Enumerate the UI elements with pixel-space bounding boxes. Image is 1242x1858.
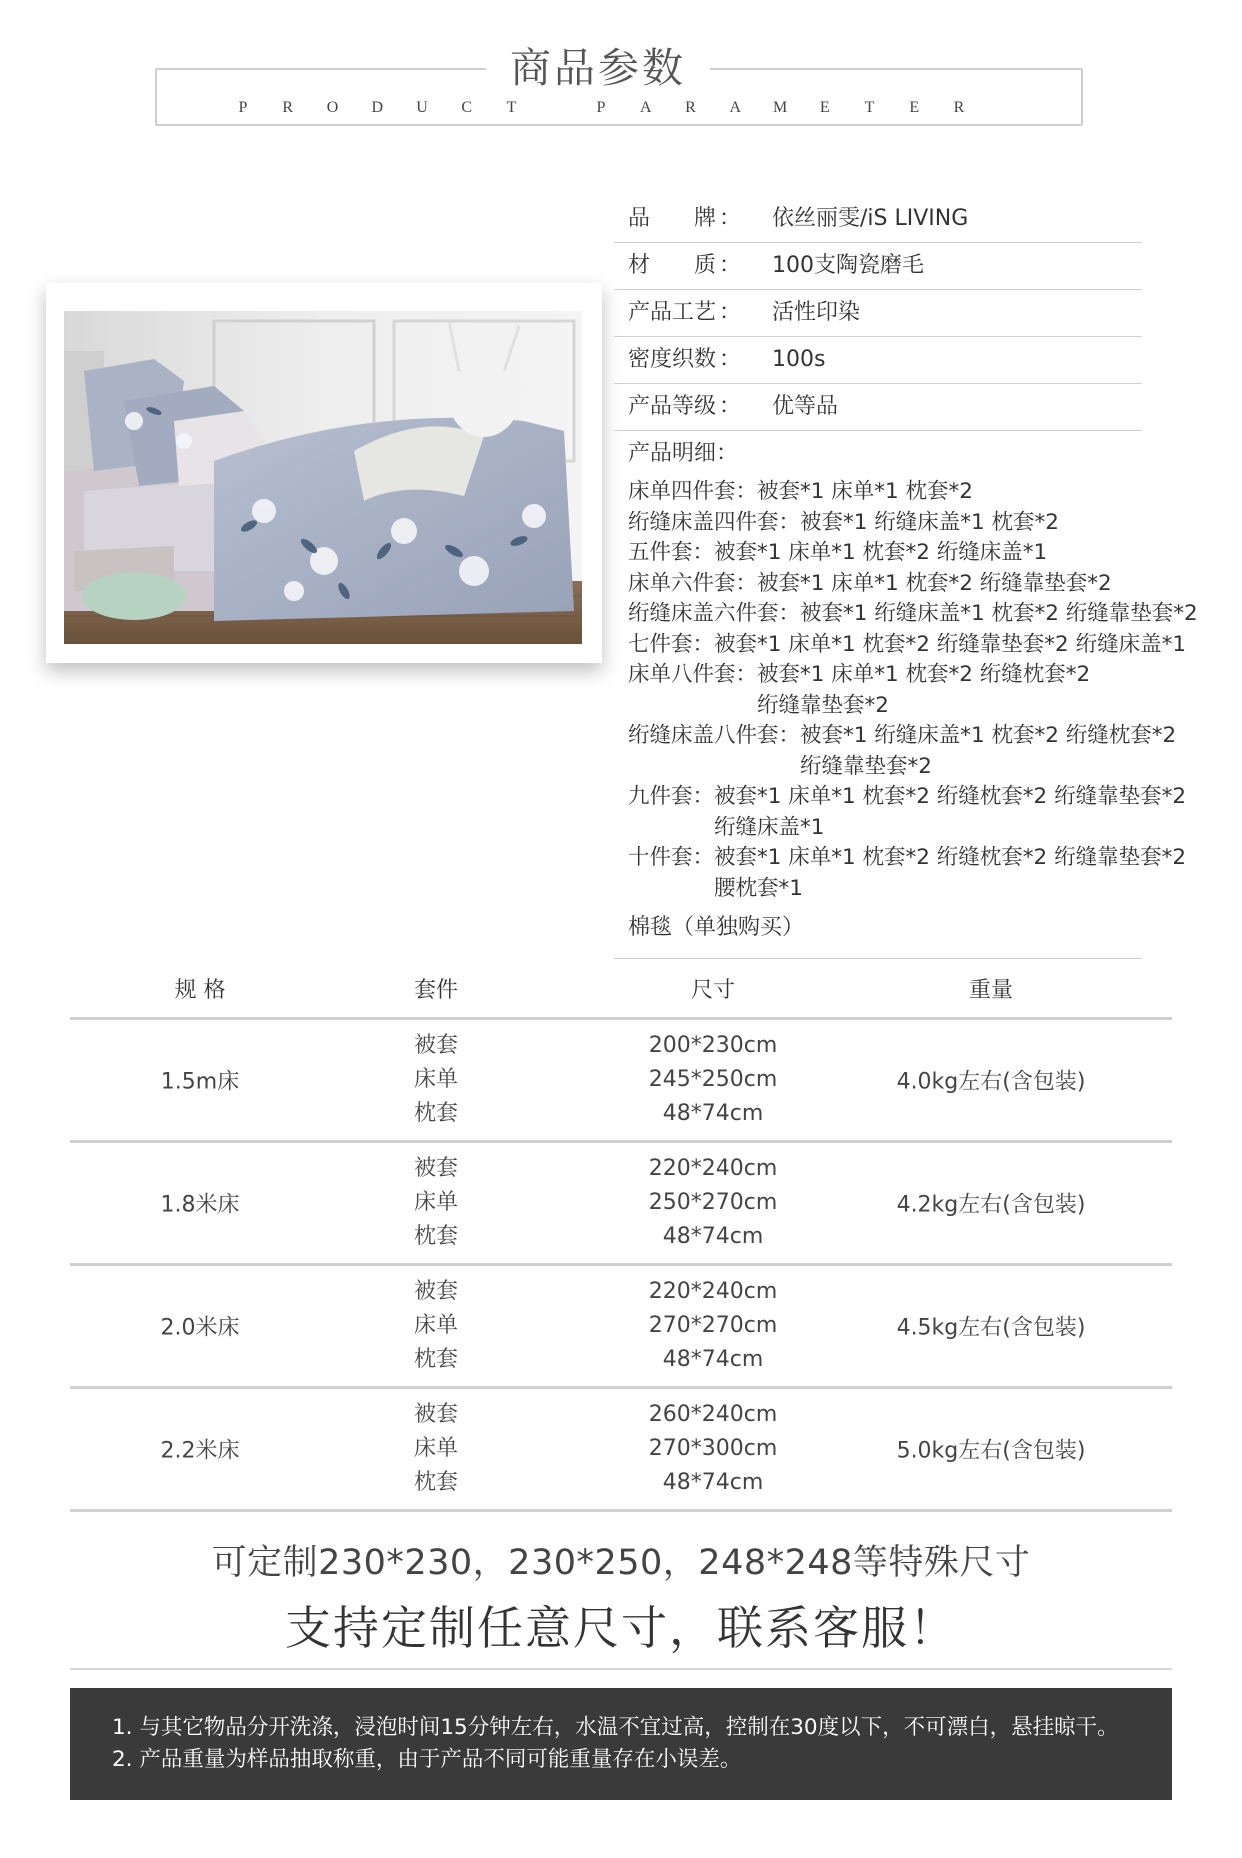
param-colon: ：	[719, 300, 742, 325]
cell-sizes	[649, 1029, 778, 1131]
size-value: 220*240cm	[648, 1156, 778, 1181]
size-value: 270*300cm	[648, 1436, 778, 1461]
cell-weight: 5.0kg左右(含包装)	[896, 1438, 1086, 1464]
set-item: 床单	[413, 1067, 459, 1092]
subtitle-letter: U	[416, 99, 428, 116]
param-colon: ：	[719, 253, 742, 278]
detail-line	[614, 599, 1198, 630]
set-item: 被套	[413, 1156, 459, 1181]
subtitle-letter: A	[729, 99, 742, 116]
param-value: 100s	[772, 347, 826, 372]
param-colon: ：	[719, 206, 742, 231]
param-row-grade	[614, 384, 1142, 431]
size-value: 200*230cm	[648, 1033, 778, 1058]
param-label: 产品工艺	[628, 300, 717, 325]
set-item: 床单	[413, 1190, 459, 1215]
cell-items	[414, 1152, 458, 1254]
cell-sizes	[649, 1398, 778, 1500]
param-label: 品 牌	[628, 206, 717, 231]
cell-spec: 2.0米床	[160, 1315, 240, 1341]
cell-spec: 2.2米床	[160, 1438, 240, 1464]
header-spec: 规 格	[174, 978, 226, 1003]
detail-set-label: 五件套：	[628, 540, 715, 565]
set-item: 床单	[413, 1313, 459, 1338]
detail-set-label: 七件套：	[628, 631, 715, 657]
product-detail	[614, 431, 1198, 959]
detail-set-label: 十件套：	[628, 845, 715, 870]
set-item: 被套	[413, 1279, 459, 1304]
param-label: 密度织数	[628, 347, 717, 372]
subtitle-letter: P	[596, 99, 606, 116]
detail-line	[614, 538, 1142, 569]
cell-weight: 4.0kg左右(含包装)	[896, 1069, 1086, 1095]
size-value: 48*74cm	[662, 1470, 764, 1495]
product-photo	[64, 311, 582, 644]
detail-line	[614, 508, 1142, 539]
divider	[70, 1668, 1172, 1670]
detail-line	[614, 477, 1142, 508]
detail-list	[614, 477, 1198, 904]
param-row-material	[614, 243, 1142, 290]
size-value: 48*74cm	[662, 1101, 764, 1126]
detail-line	[614, 569, 1142, 600]
table-row	[70, 1143, 1172, 1266]
detail-line	[614, 721, 1177, 782]
detail-set-label: 绗缝床盖六件套：	[628, 601, 801, 626]
param-row-brand	[614, 196, 1142, 243]
set-item: 枕套	[413, 1470, 459, 1495]
detail-set-label: 九件套：	[628, 784, 715, 809]
subtitle-letter: P	[238, 99, 248, 116]
param-row-density	[614, 337, 1142, 384]
detail-set-items-continued: 绗缝靠垫套*2	[800, 753, 932, 779]
detail-line	[614, 660, 1142, 721]
param-colon: ：	[719, 347, 742, 372]
table-row	[70, 1266, 1172, 1389]
cell-items	[414, 1029, 458, 1131]
detail-set-label: 床单四件套：	[628, 479, 758, 504]
subtitle-letter: T	[864, 99, 875, 116]
detail-set-items: 被套*1 床单*1 枕套*2 绗缝靠垫套*2	[757, 570, 1112, 596]
size-value: 48*74cm	[662, 1224, 764, 1249]
subtitle-letter: O	[326, 99, 339, 116]
param-value: 活性印染	[772, 300, 861, 325]
detail-line	[614, 782, 1186, 843]
param-label: 产品等级	[628, 394, 717, 419]
size-value: 245*250cm	[648, 1067, 778, 1092]
detail-title: 产品明细：	[628, 441, 739, 466]
detail-set-items: 被套*1 绗缝床盖*1 枕套*2 绗缝枕套*2	[800, 723, 1177, 748]
cell-sizes	[649, 1275, 778, 1377]
detail-set-items-continued: 绗缝靠垫套*2	[757, 692, 889, 718]
subtitle-letter: M	[773, 99, 788, 116]
subtitle-letter: R	[685, 99, 696, 116]
custom-size-text: 可定制230*230，230*250，248*248等特殊尺寸	[211, 1543, 1031, 1583]
cell-sizes	[649, 1152, 778, 1254]
section-subtitle	[236, 99, 966, 117]
detail-set-items: 被套*1 床单*1 枕套*2 绗缝枕套*2 绗缝靠垫套*2	[714, 784, 1186, 809]
detail-set-label: 绗缝床盖四件套：	[628, 509, 801, 535]
subtitle-letter: R	[282, 99, 294, 116]
table-header	[70, 957, 1172, 1020]
subtitle-letter: C	[461, 99, 473, 116]
detail-set-label: 床单六件套：	[628, 570, 758, 596]
set-item: 被套	[413, 1033, 459, 1058]
param-value: 100支陶瓷磨毛	[772, 253, 924, 278]
cell-weight: 4.2kg左右(含包装)	[896, 1192, 1086, 1218]
section-title: 商品参数	[486, 40, 710, 96]
subtitle-letter: E	[909, 99, 920, 116]
note-item: 2. 产品重量为样品抽取称重，由于产品不同可能重量存在小误差。	[112, 1747, 742, 1772]
detail-set-items-continued: 绗缝床盖*1	[714, 814, 825, 840]
size-table	[70, 957, 1172, 1512]
subtitle-letter: R	[953, 99, 965, 116]
detail-set-items: 被套*1 床单*1 枕套*2	[757, 479, 973, 504]
product-parameters	[614, 196, 1198, 959]
detail-set-items: 被套*1 绗缝床盖*1 枕套*2	[800, 509, 1059, 535]
subtitle-letter: E	[819, 99, 830, 116]
care-notes	[70, 1688, 1172, 1800]
param-value: 优等品	[772, 394, 839, 419]
param-label: 材 质	[628, 253, 717, 278]
subtitle-letter: D	[371, 99, 384, 116]
cell-items	[414, 1275, 458, 1377]
custom-service-text: 支持定制任意尺寸，联系客服！	[285, 1601, 957, 1655]
header-size: 尺寸	[690, 978, 736, 1003]
detail-set-items: 被套*1 绗缝床盖*1 枕套*2 绗缝靠垫套*2	[800, 601, 1198, 626]
detail-cotton-blanket: 棉毯（单独购买）	[628, 915, 805, 940]
table-body	[70, 1020, 1172, 1512]
bedroom-illustration	[64, 311, 582, 644]
cell-spec: 1.8米床	[160, 1192, 240, 1218]
set-item: 枕套	[413, 1101, 459, 1126]
note-item: 1. 与其它物品分开洗涤，浸泡时间15分钟左右，水温不宜过高，控制在30度以下，不可漂白，悬挂晾干。	[112, 1715, 1119, 1740]
detail-set-items: 被套*1 床单*1 枕套*2 绗缝床盖*1	[714, 540, 1048, 565]
product-photo-card	[46, 283, 602, 663]
size-value: 270*270cm	[648, 1313, 778, 1338]
detail-set-label: 床单八件套：	[628, 662, 758, 687]
detail-set-items: 被套*1 床单*1 枕套*2 绗缝靠垫套*2 绗缝床盖*1	[714, 631, 1186, 657]
cell-weight: 4.5kg左右(含包装)	[896, 1315, 1086, 1341]
set-item: 床单	[413, 1436, 459, 1461]
set-item: 枕套	[413, 1224, 459, 1249]
header-set: 套件	[413, 978, 459, 1003]
subtitle-letter: T	[506, 99, 517, 116]
size-value: 48*74cm	[662, 1347, 764, 1372]
size-value: 250*270cm	[648, 1190, 778, 1215]
subtitle-letter: A	[639, 99, 652, 116]
set-item: 被套	[413, 1402, 459, 1427]
table-row	[70, 1020, 1172, 1143]
size-value: 260*240cm	[648, 1402, 778, 1427]
detail-set-label: 绗缝床盖八件套：	[628, 723, 801, 748]
set-item: 枕套	[413, 1347, 459, 1372]
detail-line	[614, 843, 1186, 904]
cell-spec: 1.5m床	[160, 1069, 240, 1095]
detail-set-items-continued: 腰枕套*1	[714, 875, 803, 901]
detail-line	[614, 630, 1186, 661]
param-row-process	[614, 290, 1142, 337]
param-colon: ：	[719, 394, 742, 419]
size-value: 220*240cm	[648, 1279, 778, 1304]
param-value: 依丝丽雯/iS LIVING	[772, 206, 969, 231]
cell-items	[414, 1398, 458, 1500]
detail-set-items: 被套*1 床单*1 枕套*2 绗缝枕套*2 绗缝靠垫套*2	[714, 845, 1186, 870]
table-row	[70, 1389, 1172, 1512]
detail-set-items: 被套*1 床单*1 枕套*2 绗缝枕套*2	[757, 662, 1091, 687]
header-weight: 重量	[968, 978, 1014, 1003]
